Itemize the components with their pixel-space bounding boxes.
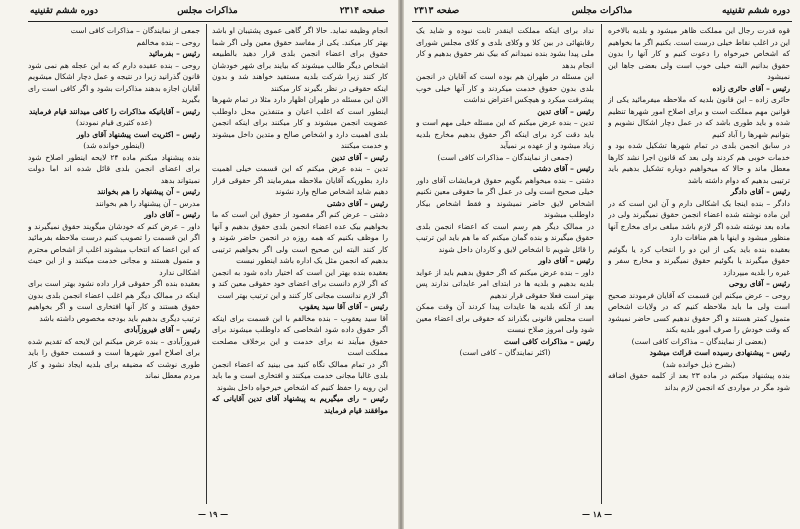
paragraph: جمعی از نمایندگان – مذاکرات کافی است bbox=[70, 26, 200, 35]
left-header-rule bbox=[28, 21, 388, 22]
paragraph: تدین – بنده عرض میکنم که این قسمت خیلی اهمیت دارد بطوریکه آقایان ملاحظه میفرمایند اگر حقوقی قرار دهیم شاید اشخاص صالح وارد نشوند bbox=[212, 164, 388, 196]
paragraph: (بعضی از نمایندگان – مذاکرات کافی است) bbox=[631, 336, 767, 346]
paragraph: رئیس – آن پیشنهاد را هم بخوانند bbox=[97, 187, 200, 196]
paragraph: بنده پیشنهاد میکنم در ماده ۲۳ بعد از کلمه حقوق اضافه شود مگر در مواردی که انجمن لازم بداند bbox=[608, 371, 790, 392]
paragraph: اگر در تمام ممالک نگاه کنید می بینید که اعضاء انجمن بلدی غالبا مجانی خدمت میکنند و افتخاری است و ما باید این رویه را حفظ کنیم که اشخاص خیرخواه داخل بشوند bbox=[212, 359, 388, 392]
paragraph: رئیس – رای میگیریم به پیشنهاد آقای تدین آقایانی که موافقند قیام فرمایند bbox=[212, 394, 388, 415]
paragraph: رئیس – آقای تدین bbox=[537, 106, 594, 116]
paragraph: روحی – بنده عقیده دارم که به این عجله هم نمی شود قانون گذرانید زیرا در نتیجه و عمل دچار اشکال میشویم آقایان اجازه بدهند مذاکرات بشود و اگر کافی است رای بگیرید bbox=[28, 60, 200, 104]
right-page-left-column bbox=[416, 25, 594, 503]
paragraph: در سابق انجمن بلدی در تمام شهرها تشکیل شده بود و خدمات خوبی هم کردند ولی بعد که قانون اجرا نشد کارها معطل ماند و حالا که میخواهیم دوباره تشکیل بدهیم باید ترتیبی بدهیم که دوام داشته باشد bbox=[608, 141, 790, 185]
right-header-rule bbox=[412, 21, 792, 22]
right-header-title: مذاکرات مجلس bbox=[571, 6, 633, 16]
paragraph: رئیس – پیشنهادی رسیده است قرائت میشود bbox=[649, 348, 790, 357]
paragraph: رئیس – آقای حائری زاده bbox=[712, 83, 790, 93]
paragraph: داور – بنده عرض میکنم که اگر حقوق بدهیم باید از عواید بلدیه بدهیم و بلدیه ها در ابتدای امر عایداتی ندارند پس بهتر است فعلا حقوقی قرار ندهیم bbox=[416, 267, 594, 300]
paragraph: رئیس – اکثریت است پیشنهاد آقای داور bbox=[76, 129, 200, 139]
paragraph: فیروزآبادی – بنده عرض میکنم این لایحه که تقدیم شده برای اصلاح امور شهرها است و قسمت حقوق را باید طوری نوشت که مضیقه برای بلدیه ایجاد نشود و کار مردم معطل نماند bbox=[28, 336, 200, 380]
left-header-title: مذاکرات مجلس bbox=[177, 6, 238, 16]
paragraph: رئیس – آقای داور bbox=[144, 210, 200, 219]
paragraph: رئیس – آقای داور bbox=[538, 256, 594, 265]
right-column-divider bbox=[601, 24, 602, 504]
left-page-header bbox=[30, 6, 385, 19]
paragraph: این مسئله در طهران هم بوده است که آقایان در انجمن بلدی بدون حقوق خدمت میکردند و کار آنها خیلی خوب پیشرفت میکرد و هیچکس اعتراض نداشت bbox=[416, 72, 594, 104]
paragraph: بعقیده بنده باید یکی از این دو را انتخاب کرد یا بگوئیم حقوق میگیرند یا بگوئیم حقوق نمیگیرند و مخارج سفر و غیره را بلدیه میپردازد bbox=[608, 244, 790, 277]
paragraph: الان این مسئله در طهران اظهار دارد مثلا در تمام شهرها اینطور است که اغلب اعیان و متنفذین محل داوطلب عضویت انجمن میشوند و کار میکنند برای اینکه انجمن بلدی اهمیت دارد و اشخاص صالح و متدین داخل میشوند و خدمت میکنند bbox=[212, 95, 388, 150]
right-page-number: — ۱۸ — bbox=[582, 509, 613, 519]
paragraph: (اکثر نمایندگان – کافی است) bbox=[459, 348, 551, 357]
paragraph: رئیس – آقای فیروزآبادی bbox=[124, 325, 200, 334]
right-header-session: دوره ششم تقنینیه bbox=[722, 6, 790, 16]
paragraph: دشتی – عرض کنم اگر مقصود از حقوق این است که ما بخواهیم بیک عده اعضاء انجمن بلدی حقوق بدهیم و آنها را موظف بکنیم که همه روزه در انجمن حاضر شوند و کار کنند البته این صحیح است ولی اگر بخواهیم ترتیبی بدهیم که انجمن مثل یک اداره باشد اینطور نیست bbox=[212, 210, 388, 265]
paragraph: مدرس – آن پیشنهاد را هم بخوانند bbox=[95, 198, 200, 208]
paragraph: بعقیده بنده اگر حقوقی قرار داده نشود بهتر است برای اینکه در ممالک دیگر هم اغلب اعضاء انجمن بلدی بدون حقوق هستند و کار آنها افتخاری است و اگر بخواهیم ترتیب دیگری بدهیم باید بودجه مخصوص داشته باشد bbox=[28, 279, 200, 323]
paragraph: (جمعی از نمایندگان – مذاکرات کافی است) bbox=[437, 152, 573, 162]
right-page-header bbox=[414, 6, 790, 19]
paragraph: بنده پیشنهاد میکنم ماده ۲۴ لایحه اینطور اصلاح شود برای اعضای انجمن بلدی قائل شده اند اما دولت نمیتواند بدهد bbox=[28, 152, 200, 185]
left-page-left-column bbox=[28, 25, 200, 503]
paragraph: نداد برای اینکه مملکت اینقدر ثابت نبوده و شاید یک رقابتهائی در بین کلا و وکلای بلدی و کلای مجلس شورای ملی پیدا بشود بنده نمیدانم که بیک نفر حقوق بدهیم و کار انجام بدهد bbox=[416, 26, 594, 70]
left-column-divider bbox=[206, 24, 207, 504]
right-page-right-column bbox=[608, 25, 790, 503]
paragraph: داور – عرض کنم که خودشان میگویند حقوق نمیگیرند و اگر این قسمت را تصویب کنیم درست ملاحظه بفرمائید که این اعضا که انتخاب میشوند اغلب از اشخاص محترم و متمول هستند و مجانی خدمت میکنند و از این حیث اشکالی ندارد bbox=[28, 221, 200, 277]
paragraph: بعد از آنکه بلدیه ها عایدات پیدا کردند آن وقت ممکن است مجلس قانونی بگذراند که حقوقی برای اعضاء معین شود ولی امروز صلاح نیست bbox=[416, 302, 594, 334]
paragraph: روحی – عرض میکنم این قسمت که آقایان فرمودند صحیح است ولی ما باید ملاحظه کنیم که در ولایات اشخاص متمول کمتر هستند و اگر حقوق ندهیم کسی حاضر نمیشود که وقت خودش را صرف امور بلدیه بکند bbox=[608, 290, 790, 334]
paragraph: رئیس – آقای دشتی bbox=[532, 164, 594, 173]
paragraph: انجام وظیفه نماید. حالا اگر گاهی عموی پشتیبان او باشد بهتر کار میکند. یکی از مفاسد حقوق معین ولی اگر شما حقوق برای اعضاء انجمن بلدی قرار دهید بالطبیعه اشخاص دیگر طالب میشوند که بیایند برای شهر خودشان کار کنند زیرا شرکت بلدیه مستفید خواهند شد و بدون اینکه حقوقی در نظر بگیرند کار میکنند bbox=[212, 26, 388, 93]
right-header-period: صفحه ۲۳۱۳ bbox=[414, 6, 460, 16]
paragraph: رئیس – آقایانیکه مذاکرات را کافی میدانند قیام فرمایند bbox=[29, 106, 200, 116]
paragraph: (بشرح ذیل خوانده شد) bbox=[662, 359, 736, 369]
left-page bbox=[0, 0, 398, 529]
paragraph: قوه قدرت رجال این مملکت ظاهر میشود و بلدیه بالاخره این در اغلب نقاط خیلی درست است. بکنیم اگر ما بخواهیم که اشخاص خیرخواه را دعوت کنیم و کار آنها را بدون حقوق بدانیم البته خیلی خوب است ولی بعضی جاها این نمیشود bbox=[608, 26, 790, 81]
right-page bbox=[404, 0, 800, 529]
paragraph: بعقیده بنده بهتر این است که اختیار داده شود به انجمن که اگر لازم دانست برای اعضای خود حقوقی معین کند و اگر لازم ندانست مجانی کار کنند و این ترتیب بهتر است bbox=[212, 267, 388, 300]
paragraph: روحی – بنده مخالفم bbox=[136, 37, 200, 47]
paragraph: دشتی – بنده میخواهم بگویم حقوق فرمایشات آقای داور خیلی صحیح است ولی در عمل اگر ما حقوقی معین نکنیم اشخاص لایق حاضر نمیشوند و فقط اشخاص بیکار داوطلب میشوند bbox=[416, 175, 594, 219]
paragraph: حائری زاده – این قانون بلدیه که ملاحظه میفرمائید یکی از قوانین مهم مملکت است و برای اصلاح امور شهرها تنظیم شده و باید طوری باشد که در عمل دچار اشکال نشویم و بتوانیم شهرها را آباد کنیم bbox=[608, 95, 790, 139]
paragraph: تدین – بنده عرض میکنم که این مسئله خیلی مهم است و باید دقت کرد برای اینکه اگر حقوق بدهیم مخارج بلدیه زیاد میشود و از عهده بر نمیآید bbox=[416, 118, 594, 150]
paragraph: دادگر – بنده اینجا یک اشکالی دارم و آن این است که در این ماده نوشته شده اعضاء انجمن حقوق نمیگیرند ولی در ماده بعد نوشته شده اگر لازم باشد مبلغی برای مخارج آنها منظور میشود و اینها با هم منافات دارد bbox=[608, 198, 790, 242]
left-header-session: دوره ششم تقنینیه bbox=[30, 6, 98, 16]
paragraph: (اینطور خوانده شد) bbox=[83, 141, 145, 150]
paragraph: رئیس – آقای تدین bbox=[331, 152, 388, 162]
paragraph: رئیس – بفرمائید bbox=[148, 49, 200, 58]
paragraph: آقا سید یعقوب – بنده مخالفم با این قسمت برای اینکه اگر حقوق داده شود اشخاصی که داوطلب میشوند برای حقوق میآیند نه برای خدمت و این برخلاف مصلحت مملکت است bbox=[212, 313, 388, 357]
paragraph: رئیس – آقای دادگر bbox=[730, 187, 790, 196]
left-page-number: — ۱۹ — bbox=[198, 509, 229, 519]
paragraph: رئیس – آقای دشتی bbox=[326, 198, 388, 208]
paragraph: (عده کثیری قیام نمودند) bbox=[76, 118, 152, 127]
left-header-period: صفحه ۲۳۱۴ bbox=[339, 6, 385, 16]
left-page-right-column bbox=[212, 25, 388, 503]
paragraph: رئیس – آقای آقا سید یعقوب bbox=[298, 302, 388, 311]
paragraph: رئیس – مذاکرات کافی است bbox=[503, 336, 594, 346]
paragraph: در ممالک دیگر هم رسم است که اعضاء انجمن بلدی حقوق میگیرند و بنده گمان میکنم که ما هم باید این ترتیب را قائل شویم تا اشخاص لایق و کاردان داخل شوند bbox=[416, 221, 594, 254]
paragraph: رئیس – آقای روحی bbox=[728, 279, 790, 288]
